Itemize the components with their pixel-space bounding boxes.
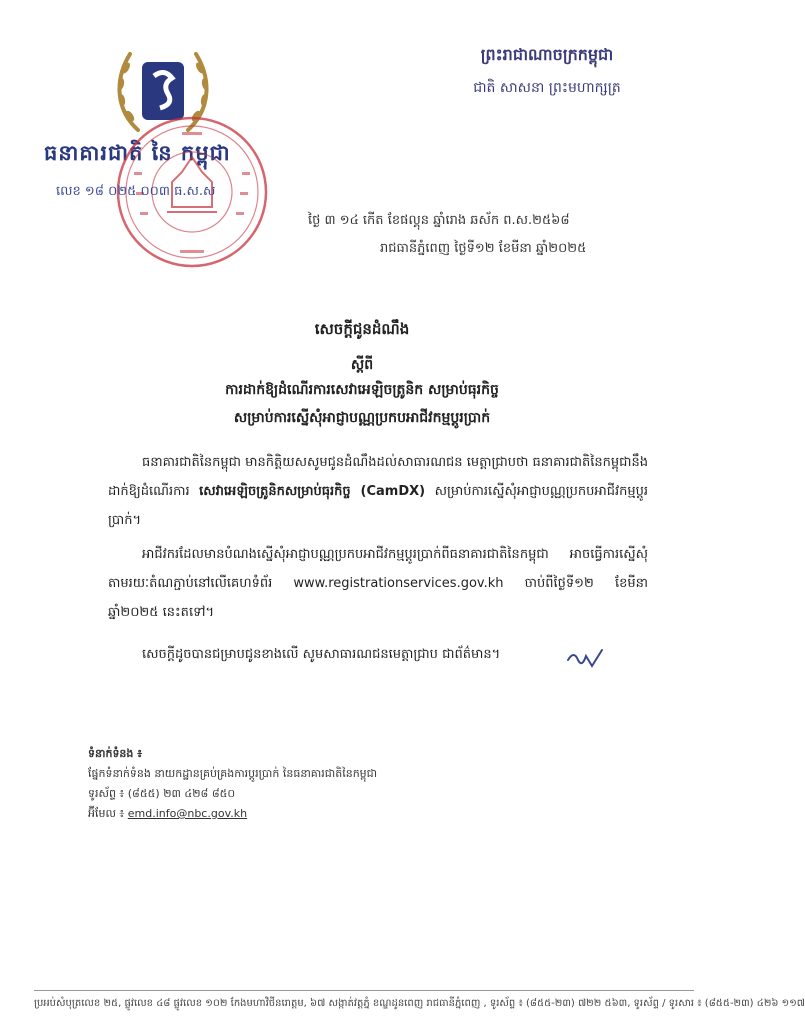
contact-department: ផ្នែកទំនាក់ទំនង នាយកដ្ឋានគ្រប់គ្រងការប្ដូរប្រាក់ នៃធនាគារជាតិនៃកម្ពុជា — [88, 767, 378, 780]
bank-name: ធនាគារជាតិ នៃ កម្ពុជា — [44, 141, 231, 165]
footer-divider — [34, 990, 694, 991]
contact-title: ទំនាក់ទំនង ៖ — [88, 747, 143, 760]
p3-text: សេចក្ដីដូចបានជម្រាបជូនខាងលើ សូមសាធារណជនមេត្តាជ្រាប ជាព័ត៌មាន។ — [142, 647, 501, 662]
p2-text-a: អាជីវករដែលមានបំណងស្នើសុំអាជ្ញាបណ្ណប្រកបអាជីវកម្មប្ដូរប្រាក់ពីធនាគារជាតិនៃកម្ពុជា អាចធ្វើការស្នើសុំតាមរយៈតំណភ្ជាប់នៅលើគេហទំព័រ — [108, 547, 648, 591]
contact-email-label: អ៊ីមែល ៖ — [88, 807, 128, 820]
notice-subject-line-2: សម្រាប់ការស្នើសុំអាជ្ញាបណ្ណប្រកបអាជីវកម្មប្ដូរប្រាក់ — [233, 410, 491, 426]
lunar-date: ថ្ងៃ ៣ ១៤ កើត ខែផល្គុន ឆ្នាំរោង ឆស័ក ព.ស.២៥៦៨ — [308, 213, 570, 228]
contact-block — [88, 744, 377, 824]
reference-number: លេខ ១៨ ០២៥ ០០៣ ធ.ស.ស — [56, 184, 216, 199]
p1-service-name: សេវាអេឡិចត្រូនិកសម្រាប់ធុរកិច្ច (CamDX) — [199, 484, 426, 499]
notice-title: សេចក្ដីជូនដំណឹង — [314, 320, 410, 338]
contact-email-row — [88, 804, 377, 824]
p1-text-b: សម្រាប់ការស្នើសុំអាជ្ញាបណ្ណប្រកបអាជីវកម្មប្ដូរប្រាក់។ — [108, 484, 648, 528]
registration-website-link[interactable]: www.registrationservices.gov.kh — [293, 576, 504, 591]
national-motto: ជាតិ សាសនា ព្រះមហាក្សត្រ — [473, 80, 621, 96]
kingdom-title: ព្រះរាជាណាចក្រកម្ពុជា — [480, 45, 614, 64]
footer-address: ប្រអប់សំបុត្រលេខ ២៥, ផ្លូវលេខ ៤៨ ផ្លូវលេខ ១០២ កែងមហាវិថីនរោត្តម, ៦៧ សង្កាត់វត្តភ្នំ ខណ្ឌដូនពេញ រាជធានីភ្នំពេញ , ទូរស័ព្ទ ៖ (៨៥៥-២៣) ៧២២ ៥៦៣, ទូរស័ព្ទ / ទូរសារ ៖ (៨៥៥-២៣) ៤២៦ ១១៧ — [34, 998, 805, 1009]
p1-text-a: ធនាគារជាតិនៃកម្ពុជា មានកិត្តិយសសូមជូនដំណឹងដល់សាធារណជន មេត្តាជ្រាបថា ធនាគារជាតិនៃកម្ពុជានឹងដាក់ឱ្យដំណើរការ — [108, 455, 648, 499]
body-paragraph-1 — [108, 448, 648, 535]
contact-phone: ទូរស័ព្ទ ៖ (៨៥៥) ២៣ ៤២៨ ៨៥០ — [88, 787, 236, 800]
handwritten-signature — [566, 646, 606, 670]
body-paragraph-2 — [108, 540, 648, 627]
contact-email-link[interactable]: emd.info@nbc.gov.kh — [127, 807, 248, 820]
notice-subject-line-1: ការដាក់ឱ្យដំណើរការសេវាអេឡិចត្រូនិក សម្រាប់ធុរកិច្ច — [225, 382, 499, 398]
solar-date: រាជធានីភ្នំពេញ ថ្ងៃទី១២ ខែមីនា ឆ្នាំ២០២៥ — [380, 241, 587, 256]
kingdom-heading — [432, 44, 662, 99]
p2-text-b: ចាប់ពីថ្ងៃទី១២ ខែមីនា ឆ្នាំ២០២៥ នេះតទៅ។ — [108, 576, 648, 620]
notice-re: ស្ដីពី — [350, 357, 374, 373]
